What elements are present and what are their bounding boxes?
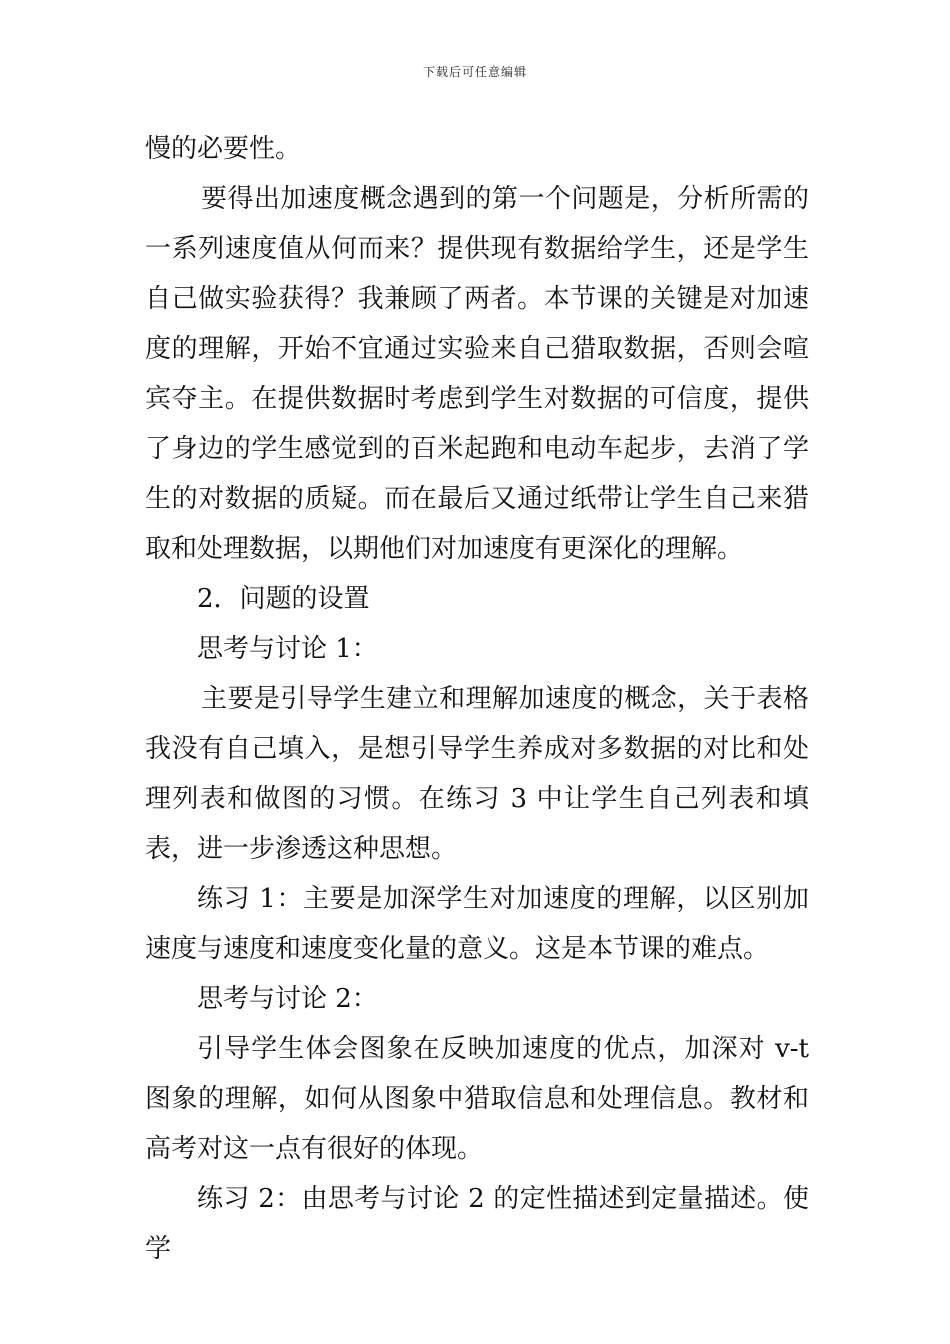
paragraph-exercise-1: 练习 1：主要是加深学生对加速度的理解，以区别加速度与速度和速度变化量的意义。这是本节课的难点。 [145,884,809,964]
paragraph-velocity-data: 要得出加速度概念遇到的第一个问题是，分析所需的一系列速度值从何而来？提供现有数据给学生，还是学生自己做实验获得？我兼顾了两者。本节课的关键是对加速度的理解，开始不宜通过实验来自己猎取数据，否则会喧宾夺主。在提供数据时考虑到学生对数据的可信度，提供了身边的学生感觉到的百米起跑和电动车起步，去消了学生的对数据的质疑。而在最后又通过纸带让学生自己来猎取和处理数据，以期他们对加速度有更深化的理解。 [145,184,809,564]
paragraph-continuation: 慢的必要性。 [145,134,302,164]
paragraph-exercise-2: 练习 2：由思考与讨论 2 的定性描述到定量描述。使学 [145,1184,809,1264]
page-header: 下载后可任意编辑 [422,65,527,79]
paragraph-discussion-1: 主要是引导学生建立和理解加速度的概念，关于表格我没有自己填入，是想引导学生养成对多数据的对比和处理列表和做图的习惯。在练习 3 中让学生自己列表和填表，进一步渗透这种思想。 [145,684,809,864]
subheading-discussion-2: 思考与讨论 2： [197,984,378,1014]
subheading-discussion-1: 思考与讨论 1： [197,634,378,664]
section-heading-question-setup: 2．问题的设置 [197,584,370,614]
document-body [145,124,809,1274]
paragraph-discussion-2: 引导学生体会图象在反映加速度的优点，加深对 v-t 图象的理解，如何从图象中猎取信息和处理信息。教材和高考对这一点有很好的体现。 [145,1034,809,1164]
